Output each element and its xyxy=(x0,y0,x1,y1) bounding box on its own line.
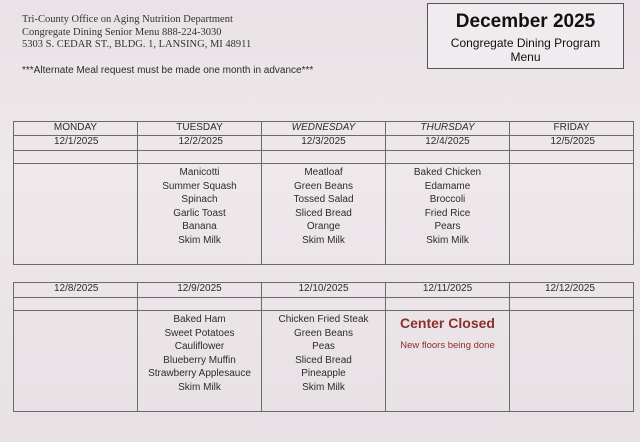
menu-item: Skim Milk xyxy=(302,234,345,246)
menu-item: Manicotti xyxy=(179,167,220,178)
day-friday: FRIDAY xyxy=(510,122,634,136)
menu-item: Green Beans xyxy=(294,327,353,339)
menu-item: Skim Milk xyxy=(178,234,221,246)
date-cell: 12/9/2025 xyxy=(138,283,262,298)
org-address: 5303 S. CEDAR ST., BLDG. 1, LANSING, MI 48911 xyxy=(22,39,252,50)
menu-cell-wed xyxy=(262,311,386,412)
title-box xyxy=(427,3,624,69)
menu-item: Green Beans xyxy=(294,180,353,192)
menu-item: Skim Milk xyxy=(426,234,469,246)
closure-reason: New floors being done xyxy=(400,339,495,351)
menu-item: Meatloaf xyxy=(304,167,343,178)
menu-item: Strawberry Applesauce xyxy=(148,368,251,379)
day-wednesday: WEDNESDAY xyxy=(262,122,386,136)
menu-cell-thu xyxy=(386,311,510,412)
date-cell: 12/4/2025 xyxy=(386,136,510,151)
menu-month: December 2025 xyxy=(455,11,596,32)
spacer-row xyxy=(14,298,634,311)
menu-subtitle: Congregate Dining Program Menu xyxy=(450,36,601,64)
menu-item: Chicken Fried Steak xyxy=(278,314,369,325)
date-cell: 12/1/2025 xyxy=(14,136,138,151)
meal-row xyxy=(14,164,634,265)
date-cell: 12/2/2025 xyxy=(138,136,262,151)
menu-item: Tossed Salad xyxy=(293,194,354,205)
menu-item: Skim Milk xyxy=(178,381,221,393)
week-2-table xyxy=(13,282,634,412)
menu-item: Spinach xyxy=(181,194,218,205)
day-tuesday: TUESDAY xyxy=(138,122,262,136)
menu-item: Baked Ham xyxy=(173,314,226,325)
menu-item: Edamame xyxy=(424,180,471,192)
menu-item: Blueberry Muffin xyxy=(163,354,236,366)
menu-item: Pears xyxy=(434,221,461,232)
center-closed-notice: Center Closed xyxy=(400,315,495,331)
menu-item: Fried Rice xyxy=(424,207,471,219)
weekday-header-row xyxy=(14,122,634,136)
menu-cell-tue xyxy=(138,164,262,265)
date-cell: 12/12/2025 xyxy=(510,283,634,298)
menu-cell-fri xyxy=(510,164,634,265)
menu-item: Summer Squash xyxy=(162,180,237,192)
org-menu-phone: Congregate Dining Senior Menu 888-224-3030 xyxy=(22,26,222,38)
day-monday: MONDAY xyxy=(14,122,138,136)
week-1-table xyxy=(13,121,634,265)
advance-note: ***Alternate Meal request must be made one month in advance*** xyxy=(22,65,314,76)
day-thursday: THURSDAY xyxy=(386,122,510,136)
menu-item: Pineapple xyxy=(301,368,346,379)
date-cell: 12/11/2025 xyxy=(386,283,510,298)
menu-cell-mon xyxy=(14,164,138,265)
org-name: Tri-County Office on Aging Nutrition Department xyxy=(22,14,233,25)
date-cell: 12/8/2025 xyxy=(14,283,138,298)
menu-cell-thu xyxy=(386,164,510,265)
meal-row xyxy=(14,311,634,412)
menu-item: Peas xyxy=(312,341,335,352)
menu-item: Garlic Toast xyxy=(173,207,226,219)
menu-item: Baked Chicken xyxy=(413,167,482,178)
menu-item: Cauliflower xyxy=(174,341,225,352)
menu-item: Orange xyxy=(306,221,341,232)
date-row xyxy=(14,136,634,151)
menu-item: Skim Milk xyxy=(302,381,345,393)
spacer-row xyxy=(14,151,634,164)
menu-item: Sliced Bread xyxy=(295,354,352,366)
menu-cell-mon xyxy=(14,311,138,412)
menu-item: Banana xyxy=(182,221,217,232)
organization-header xyxy=(22,14,251,52)
date-cell: 12/10/2025 xyxy=(262,283,386,298)
menu-cell-fri xyxy=(510,311,634,412)
menu-item: Broccoli xyxy=(429,194,466,205)
menu-item: Sliced Bread xyxy=(295,207,352,219)
menu-cell-wed xyxy=(262,164,386,265)
date-row xyxy=(14,283,634,298)
date-cell: 12/3/2025 xyxy=(262,136,386,151)
menu-item: Sweet Potatoes xyxy=(164,327,235,339)
date-cell: 12/5/2025 xyxy=(510,136,634,151)
menu-cell-tue xyxy=(138,311,262,412)
